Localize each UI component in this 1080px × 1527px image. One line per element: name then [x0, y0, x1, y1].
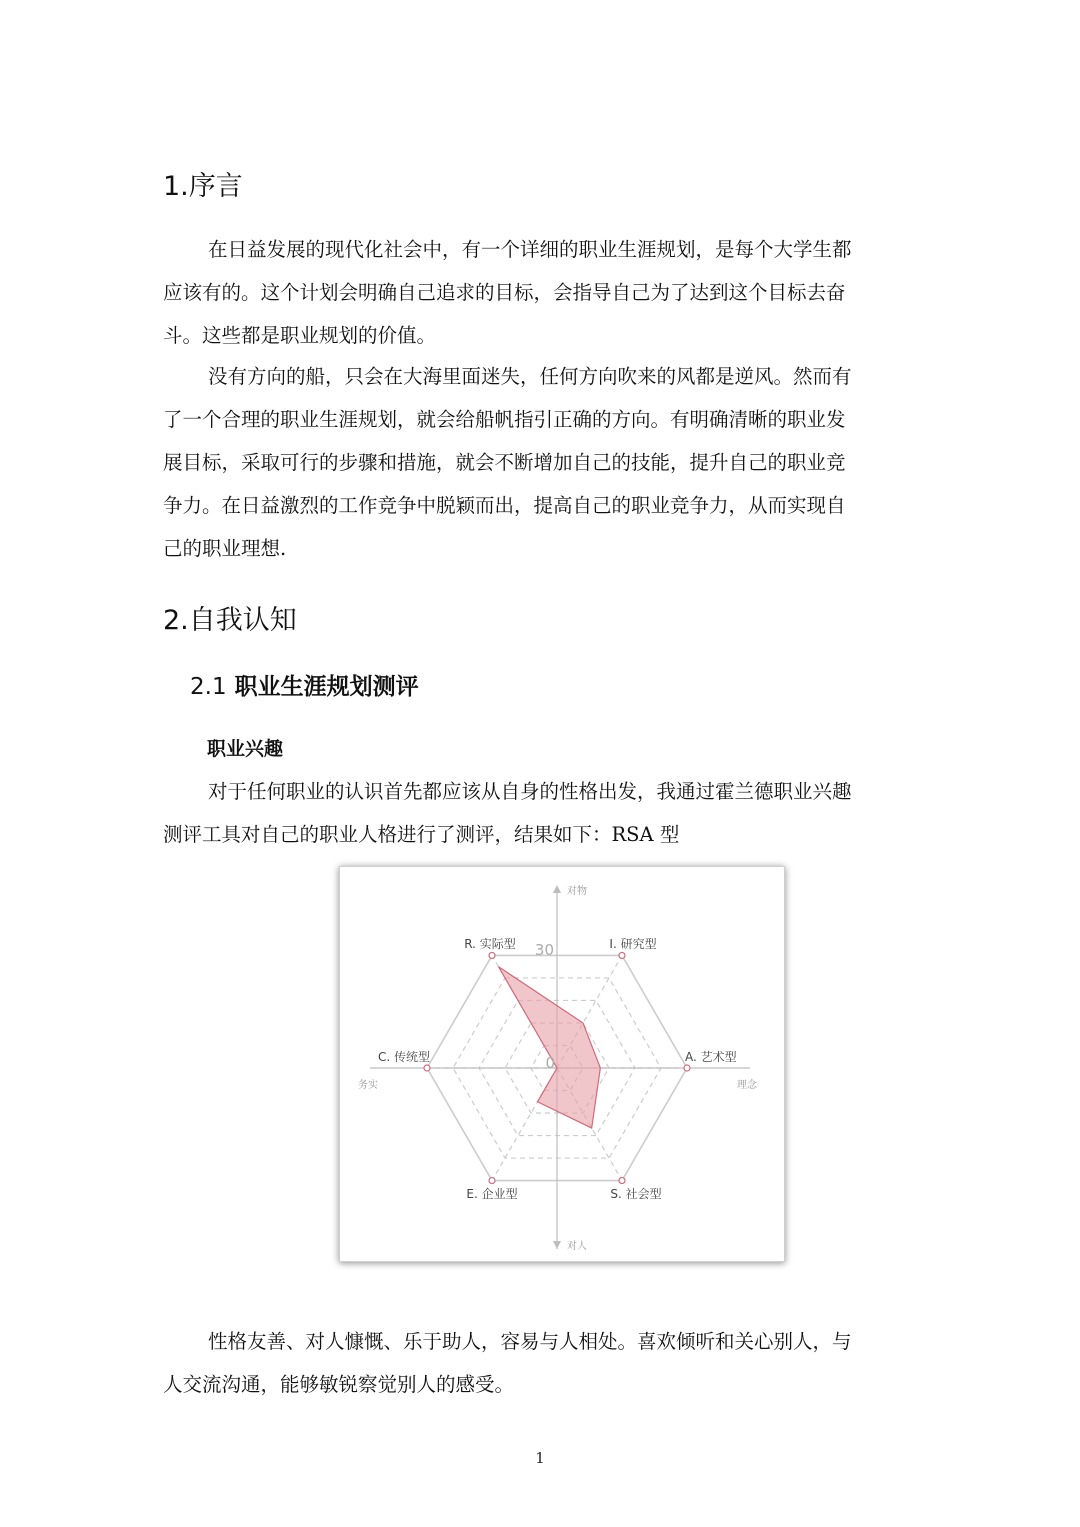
- axis-direction-left-label: 务实: [358, 1080, 378, 1091]
- text-line: 斗。这些都是职业规划的价值。: [163, 324, 437, 347]
- text-line: 应该有的。这个计划会明确自己追求的目标，会指导自己为了达到这个目标去奋: [163, 281, 846, 304]
- arrow-up-icon: [553, 885, 561, 893]
- text-line: 对于任何职业的认识首先都应该从自身的性格出发，我通过霍兰德职业兴趣: [208, 780, 852, 803]
- page-number: 1: [535, 1449, 545, 1467]
- section-title-self-awareness: 2.自我认知: [163, 605, 297, 636]
- text-line: 人交流沟通，能够敏锐察觉别人的感受。: [163, 1373, 515, 1396]
- radar-axis-label: C. 传统型: [377, 1050, 430, 1064]
- radar-vertex-marker: [619, 952, 625, 958]
- axis-direction-top-label: 对物: [567, 886, 587, 897]
- radar-vertex-marker: [619, 1178, 625, 1184]
- text-line: 己的职业理想.: [163, 537, 287, 560]
- subsection-number: 2.1: [190, 674, 227, 700]
- axis-direction-bottom-label: 对人: [567, 1241, 587, 1252]
- radar-axis-label: E. 企业型: [466, 1187, 518, 1201]
- radar-data-area: [499, 967, 601, 1128]
- text-line: 没有方向的船，只会在大海里面迷失，任何方向吹来的风都是逆风。然而有: [208, 365, 852, 388]
- subsection-title-career-assessment: [190, 668, 419, 701]
- radar-vertex-marker: [489, 1178, 495, 1184]
- radar-scale-zero-label: 0: [545, 1054, 555, 1072]
- text-line: 测评工具对自己的职业人格进行了测评，结果如下：RSA 型: [163, 823, 680, 846]
- radar-axis-label: R. 实际型: [464, 937, 516, 951]
- radar-chart: [340, 867, 784, 1261]
- radar-axis-label: I. 研究型: [609, 937, 657, 951]
- text-line: 性格友善、对人慷慨、乐于助人，容易与人相处。喜欢倾听和关心别人，与: [208, 1330, 852, 1353]
- paragraph-preface-1: [163, 228, 923, 357]
- text-line: 争力。在日益激烈的工作竞争中脱颖而出，提高自己的职业竞争力，从而实现自: [163, 494, 846, 517]
- paragraph-personality: [163, 1320, 923, 1406]
- radar-axis-label: S. 社会型: [610, 1187, 662, 1201]
- arrow-down-icon: [553, 1241, 561, 1249]
- radar-vertex-marker: [684, 1065, 690, 1071]
- paragraph-assessment-intro: [163, 770, 923, 856]
- text-line: 展目标，采取可行的步骤和措施，就会不断增加自己的技能，提升自己的职业竞: [163, 451, 846, 474]
- radar-vertex-marker: [424, 1065, 430, 1071]
- holland-radar-chart-figure: [339, 866, 785, 1262]
- radar-vertex-marker: [489, 952, 495, 958]
- subsection-text: 职业生涯规划测评: [234, 674, 419, 700]
- radar-scale-max-label: 30: [534, 941, 554, 959]
- text-line: 在日益发展的现代化社会中，有一个详细的职业生涯规划，是每个大学生都: [208, 238, 852, 261]
- text-line: 了一个合理的职业生涯规划，就会给船帆指引正确的方向。有明确清晰的职业发: [163, 408, 846, 431]
- axis-direction-right-label: 理念: [737, 1080, 757, 1091]
- radar-axis-label: A. 艺术型: [685, 1050, 737, 1064]
- heading-career-interest: 职业兴趣: [207, 738, 284, 760]
- paragraph-preface-2: [163, 355, 923, 570]
- section-title-preface: 1.序言: [163, 171, 243, 202]
